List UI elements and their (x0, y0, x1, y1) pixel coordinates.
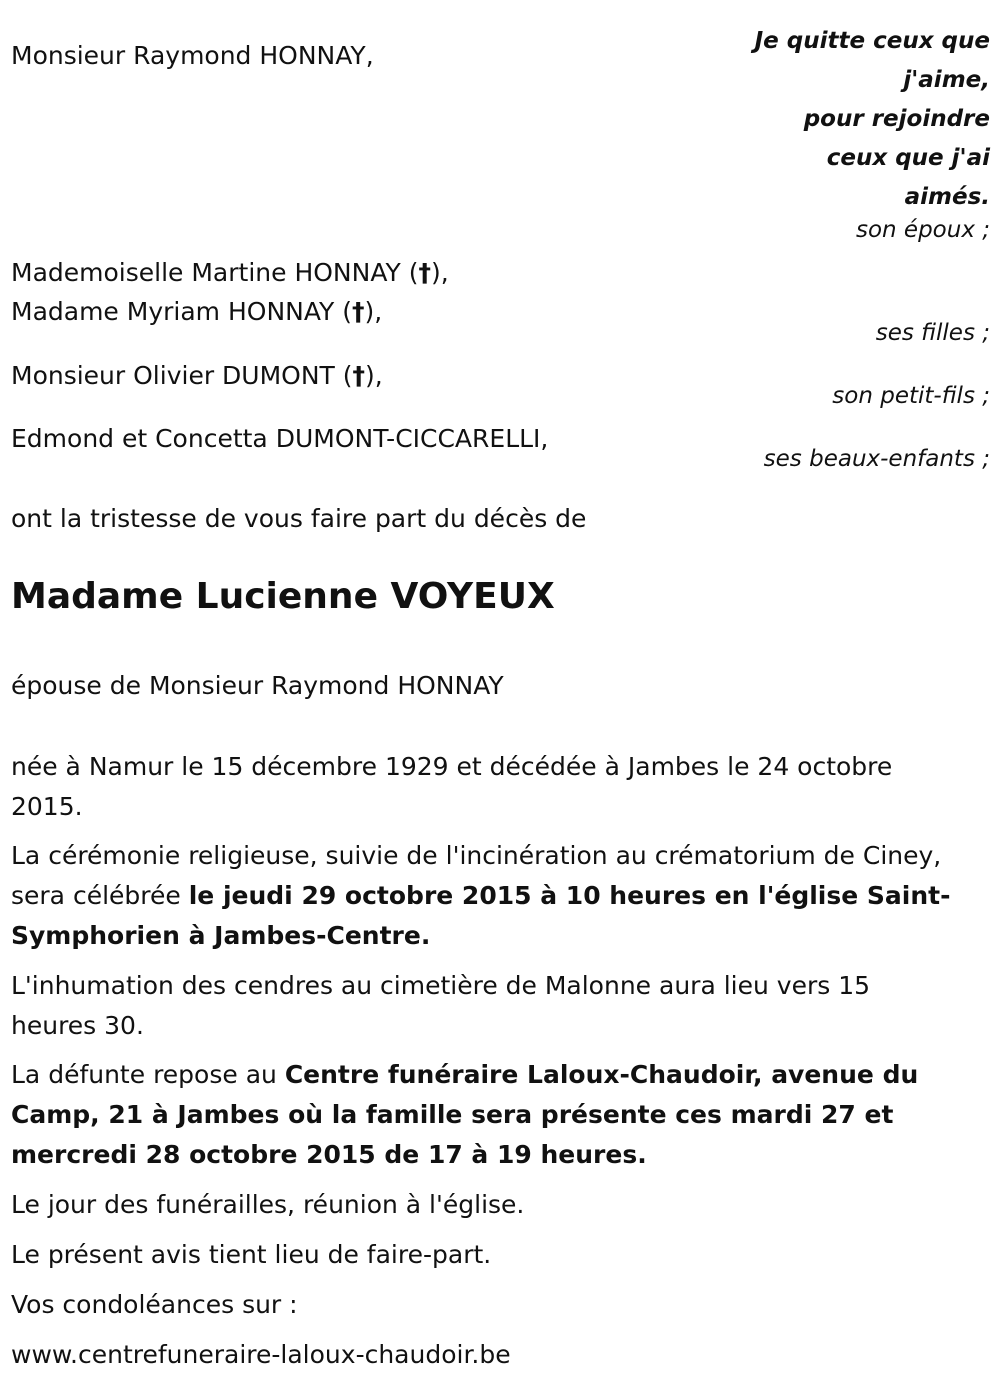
daughters-role: ses filles ; (875, 320, 990, 346)
inlaws-name: Edmond et Concetta DUMONT-CICCARELLI, (11, 424, 549, 453)
husband-name: Monsieur Raymond HONNAY, (11, 41, 374, 70)
cross-icon: † (351, 297, 365, 326)
daughter-2: Madame Myriam HONNAY (†), (11, 297, 383, 326)
deceased-spouse: épouse de Monsieur Raymond HONNAY (11, 671, 504, 700)
notice-note: Le présent avis tient lieu de faire-part. (11, 1240, 492, 1269)
condolences-label: Vos condoléances sur : (11, 1290, 298, 1319)
husband-role: son époux ; (855, 217, 990, 243)
birth-death-paragraph: née à Namur le 15 décembre 1929 et décédée à Jambes le 24 octobre 2015. (11, 752, 893, 821)
condolences-link[interactable]: www.centrefuneraire-laloux-chaudoir.be (11, 1340, 511, 1369)
burial-paragraph: L'inhumation des cendres au cimetière de Malonne aura lieu vers 15 heures 30. (11, 971, 871, 1040)
quote-line: ceux que j'ai (826, 145, 990, 171)
meeting-note: Le jour des funérailles, réunion à l'église. (11, 1190, 525, 1219)
announcement: ont la tristesse de vous faire part du décès de (11, 504, 587, 533)
quote-line: j'aime, (903, 67, 990, 93)
grandson-role: son petit-fils ; (832, 383, 990, 409)
grandson-name: Monsieur Olivier DUMONT (†), (11, 361, 383, 390)
deceased-name: Madame Lucienne VOYEUX (11, 576, 555, 617)
quote-line: aimés. (904, 184, 990, 210)
viewing-paragraph: La défunte repose au Centre funéraire Laloux-Chaudoir, avenue du Camp, 21 à Jambes où la famille sera présente ces mardi 27 et mercredi 28 octobre 2015 de 17 à 19 heures. (11, 1060, 919, 1169)
quote-line: pour rejoindre (803, 106, 990, 132)
quote-line: Je quitte ceux que (754, 28, 990, 54)
ceremony-paragraph: La cérémonie religieuse, suivie de l'incinération au crématorium de Ciney, sera célébrée le jeudi 29 octobre 2015 à 10 heures en l'église Saint-Symphorien à Jambes-Centre. (11, 841, 951, 950)
memorial-quote (730, 22, 990, 217)
cross-icon: † (352, 361, 366, 390)
cross-icon: † (418, 258, 431, 287)
daughter-1: Mademoiselle Martine HONNAY (†), (11, 258, 449, 287)
inlaws-role: ses beaux-enfants ; (763, 446, 990, 472)
